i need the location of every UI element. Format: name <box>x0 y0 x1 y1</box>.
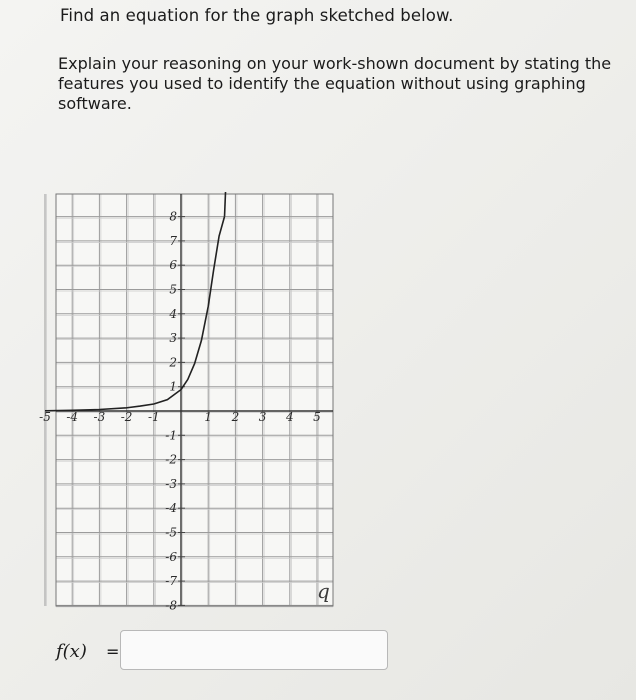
answer-row <box>56 630 396 674</box>
function-label: f(x) <box>56 641 87 662</box>
question-title: Find an equation for the graph sketched below. <box>60 6 454 25</box>
x-tick-label: -3 <box>93 410 106 424</box>
y-tick-label: -1 <box>165 428 177 443</box>
y-tick-label: 4 <box>169 306 177 321</box>
handwritten-annotation: q <box>317 579 330 603</box>
y-tick-label: -8 <box>165 598 177 613</box>
x-tick-label: 2 <box>231 410 240 424</box>
x-tick-label: -2 <box>120 410 133 424</box>
answer-input[interactable] <box>120 630 388 670</box>
x-tick-label: -5 <box>39 410 51 424</box>
x-tick-label: 5 <box>313 410 321 424</box>
x-tick-label: 3 <box>258 410 267 424</box>
y-tick-label: 7 <box>169 233 177 248</box>
y-tick-label: 1 <box>169 379 177 394</box>
y-tick-label: -3 <box>165 476 177 491</box>
y-tick-label: 5 <box>169 282 177 297</box>
x-tick-label: 1 <box>204 410 213 424</box>
x-tick-label: -1 <box>147 410 160 424</box>
y-tick-label: 6 <box>169 258 177 273</box>
y-tick-label: 8 <box>169 209 177 224</box>
y-tick-label: -5 <box>165 525 177 540</box>
x-tick-label: 4 <box>285 410 294 424</box>
y-tick-label: -6 <box>165 549 177 564</box>
y-tick-label: -4 <box>165 501 177 516</box>
y-tick-label: -7 <box>165 574 177 589</box>
y-tick-label: 2 <box>169 355 177 370</box>
data-series-curve-top <box>225 192 226 217</box>
x-tick-label: -4 <box>66 410 79 424</box>
y-tick-label: 3 <box>169 331 177 346</box>
y-tick-label: -2 <box>165 452 177 467</box>
equals-sign: = <box>106 642 120 661</box>
question-instructions: Explain your reasoning on your work-shown document by stating the features you used to identify the equation without using graphing software. <box>58 54 612 113</box>
